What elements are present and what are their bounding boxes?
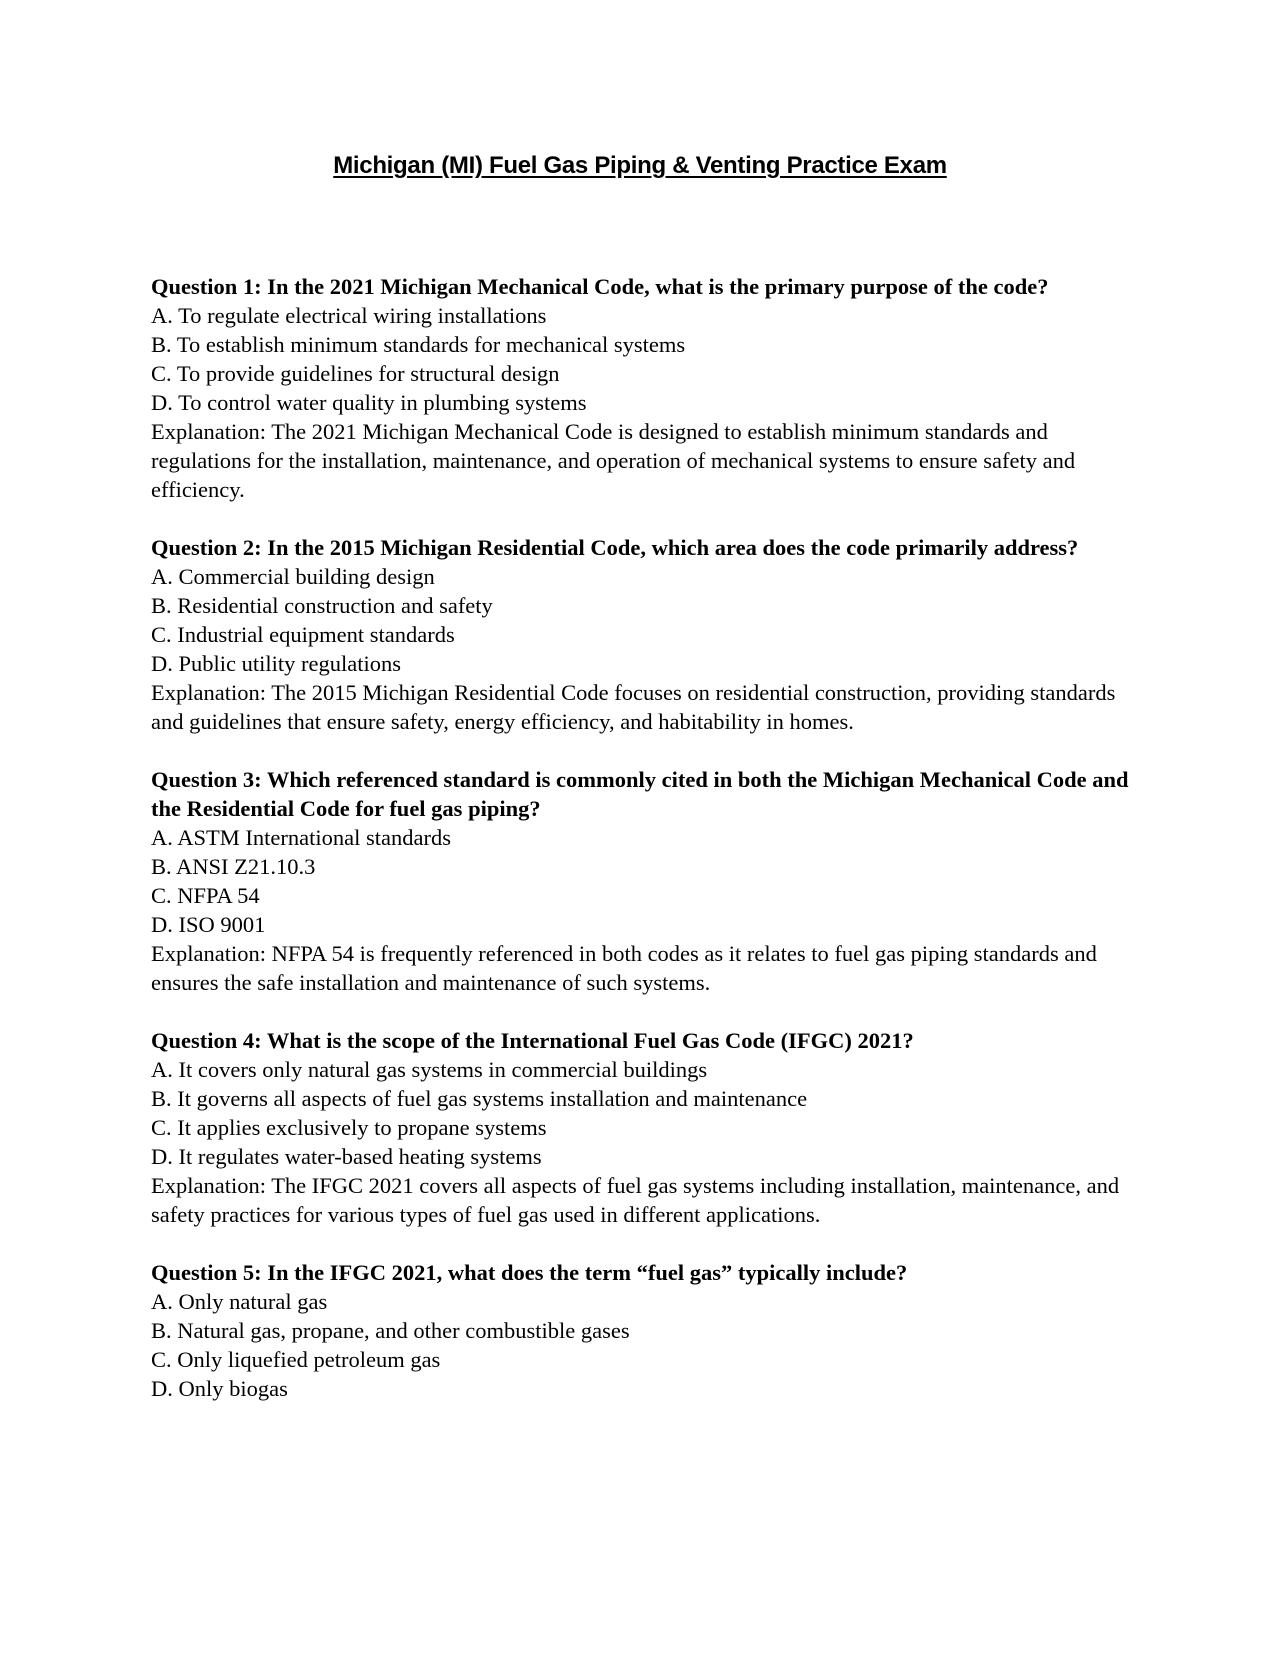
answer-option-d: D. To control water quality in plumbing systems [151,390,587,415]
answer-option-d: D. It regulates water-based heating systems [151,1144,542,1169]
answer-option-c: C. Only liquefied petroleum gas [151,1347,441,1372]
answer-option-c: C. Industrial equipment standards [151,622,455,647]
question-text: Question 2: In the 2015 Michigan Residential Code, which area does the code primarily address? [151,535,1079,560]
question-4 [151,1026,1141,1229]
answer-option-c: C. It applies exclusively to propane systems [151,1115,547,1140]
answer-option-b: B. To establish minimum standards for mechanical systems [151,332,686,357]
question-text: Question 1: In the 2021 Michigan Mechanical Code, what is the primary purpose of the code? [151,274,1049,299]
answer-option-d: D. Public utility regulations [151,651,401,676]
answer-option-c: C. NFPA 54 [151,883,260,908]
answer-option-b: B. Natural gas, propane, and other combustible gases [151,1318,630,1343]
answer-option-d: D. ISO 9001 [151,912,266,937]
answer-explanation: Explanation: NFPA 54 is frequently referenced in both codes as it relates to fuel gas piping standards and ensures the safe installation and maintenance of such systems. [151,941,1097,995]
answer-explanation: Explanation: The 2021 Michigan Mechanical Code is designed to establish minimum standards and regulations for the installation, maintenance, and operation of mechanical systems to ensure safety and efficiency. [151,419,1076,502]
answer-option-b: B. It governs all aspects of fuel gas systems installation and maintenance [151,1086,808,1111]
question-1 [151,272,1141,504]
answer-explanation: Explanation: The 2015 Michigan Residential Code focuses on residential construction, providing standards and guidelines that ensure safety, energy efficiency, and habitability in homes. [151,680,1116,734]
answer-option-d: D. Only biogas [151,1376,288,1401]
answer-option-a: A. ASTM International standards [151,825,451,850]
question-5 [151,1258,1141,1403]
answer-option-b: B. Residential construction and safety [151,593,493,618]
answer-explanation: Explanation: The IFGC 2021 covers all aspects of fuel gas systems including installation, maintenance, and safety practices for various types of fuel gas used in different applications. [151,1173,1120,1227]
answer-option-c: C. To provide guidelines for structural design [151,361,560,386]
answer-option-a: A. Only natural gas [151,1289,328,1314]
question-text: Question 4: What is the scope of the International Fuel Gas Code (IFGC) 2021? [151,1028,914,1053]
answer-option-a: A. Commercial building design [151,564,435,589]
question-3 [151,765,1141,997]
question-text: Question 5: In the IFGC 2021, what does the term “fuel gas” typically include? [151,1260,908,1285]
answer-option-b: B. ANSI Z21.10.3 [151,854,316,879]
answer-option-a: A. To regulate electrical wiring installations [151,303,547,328]
question-list [151,272,1141,1432]
question-2 [151,533,1141,736]
question-text: Question 3: Which referenced standard is commonly cited in both the Michigan Mechanical Code and the Residential Code for fuel gas piping? [151,767,1129,821]
document-title: Michigan (MI) Fuel Gas Piping & Venting Practice Exam [333,152,947,179]
answer-option-a: A. It covers only natural gas systems in commercial buildings [151,1057,708,1082]
